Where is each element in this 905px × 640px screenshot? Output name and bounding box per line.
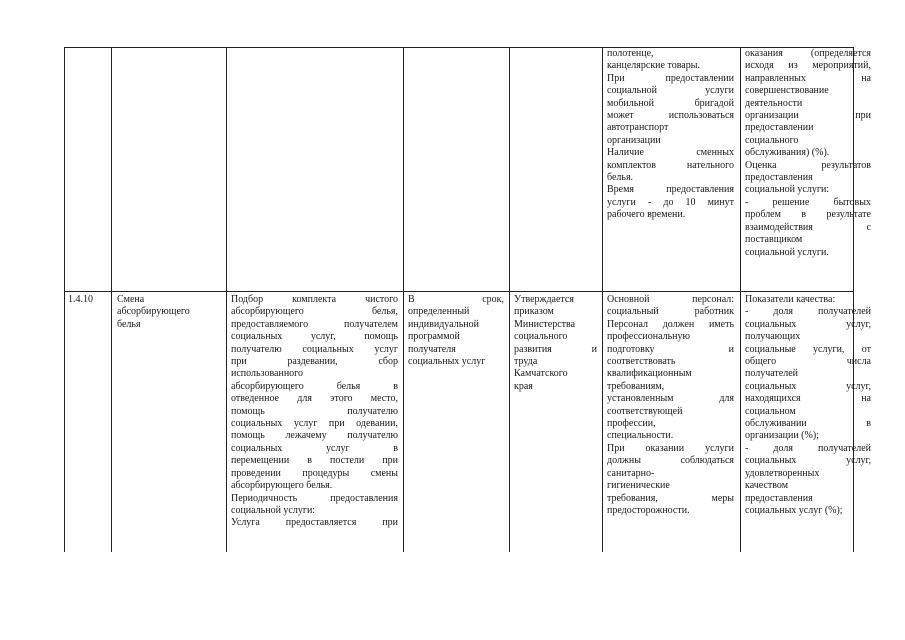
text-line: социальной услуги.: [745, 246, 829, 258]
tariff-approval-cell: [514, 294, 597, 393]
row-number-cell: [68, 294, 108, 306]
text-line: социальном: [745, 405, 796, 417]
text-line: При предоставлении: [607, 72, 734, 84]
text-line: социального: [514, 331, 568, 343]
column-divider: [740, 47, 741, 552]
text-line: - доля получателей: [745, 306, 871, 318]
text-line: гигиенические: [607, 480, 670, 492]
text-line: Смена: [117, 294, 145, 305]
text-line: помощь получателю: [231, 405, 398, 417]
table-left-border: [64, 47, 65, 552]
text-line: мобильной бригадой: [607, 97, 734, 109]
text-line: квалификационным: [607, 368, 692, 380]
column-divider: [509, 47, 510, 552]
text-line: услуги - до 10 минут: [607, 196, 734, 208]
text-line: обслуживания) (%).: [745, 147, 830, 159]
column-divider: [111, 47, 112, 552]
text-line: Персонал должен иметь: [607, 318, 734, 330]
text-line: При оказании услуги: [607, 442, 734, 454]
text-line: определенный: [408, 306, 470, 318]
text-line: социальных услуг, помощь: [231, 331, 398, 343]
text-line: подготовку и: [607, 343, 734, 355]
text-line: белья: [117, 318, 141, 330]
text-line: может использоваться: [607, 110, 734, 122]
text-line: предоставления: [745, 492, 813, 504]
text-line: - доля получателей: [745, 442, 871, 454]
text-line: - решение бытовых: [745, 196, 871, 208]
text-line: социальные услуги, от: [745, 343, 871, 355]
text-line: обслуживании в: [745, 418, 871, 430]
text-line: развития и: [514, 343, 597, 355]
top-row-quality-cell: [745, 48, 871, 259]
text-line: автотранспорт: [607, 122, 669, 134]
text-line: абсорбирующего белья в: [231, 380, 398, 392]
text-line: должны соблюдаться: [607, 455, 734, 467]
text-line: социальных услуг: [408, 356, 486, 368]
text-line: предоставления: [745, 172, 813, 184]
text-line: социальных услуг при одевании,: [231, 418, 398, 430]
text-line: отведенное для этого место,: [231, 393, 398, 405]
text-line: предосторожности.: [607, 504, 690, 516]
text-line: направленных на: [745, 72, 871, 84]
text-line: социальных услуг,: [745, 318, 871, 330]
service-conditions-cell: [607, 294, 734, 517]
text-line: предоставляемого получателем: [231, 318, 398, 330]
text-line: проведении процедуры смены: [231, 467, 398, 479]
text-line: получателей: [745, 368, 799, 380]
row-number: 1.4.10: [68, 294, 93, 305]
text-line: программой: [408, 331, 460, 343]
text-line: канцелярские товары.: [607, 60, 700, 72]
text-line: профессиональную: [607, 331, 690, 343]
text-line: удовлетворенных: [745, 467, 820, 479]
text-line: Министерства: [514, 318, 576, 330]
text-line: специальности.: [607, 430, 674, 442]
text-line: индивидуальной: [408, 318, 479, 330]
text-line: получателя: [408, 343, 456, 355]
text-line: социальной услуги: [607, 85, 734, 97]
text-line: Услуга предоставляется при: [231, 517, 398, 529]
text-line: помощь лежачему получателю: [231, 430, 398, 442]
text-line: общего числа: [745, 356, 871, 368]
text-line: Время предоставления: [607, 184, 734, 196]
text-line: Основной персонал:: [607, 294, 734, 305]
text-line: предоставлении: [745, 122, 814, 134]
text-line: абсорбирующего белья.: [231, 480, 333, 492]
text-line: организации: [607, 134, 661, 146]
text-line: социальной услуги:: [231, 504, 316, 516]
text-line: Оценка результатов: [745, 159, 871, 171]
text-line: получателю социальных услуг: [231, 343, 398, 355]
text-line: Камчатского: [514, 368, 568, 380]
text-line: социальный работник: [607, 306, 734, 318]
text-line: Наличие сменных: [607, 147, 734, 159]
text-line: социальных услуг (%);: [745, 504, 843, 516]
text-line: взаимодействия с: [745, 221, 871, 233]
text-line: труда: [514, 356, 538, 368]
quality-indicators-cell: [745, 294, 871, 517]
text-line: поставщиком: [745, 234, 803, 246]
column-divider: [226, 47, 227, 552]
text-line: санитарно-: [607, 467, 655, 479]
table-top-border: [64, 47, 854, 48]
text-line: перемещении в постели при: [231, 455, 398, 467]
text-line: организации (%);: [745, 430, 819, 442]
text-line: соответствовать: [607, 356, 676, 368]
text-line: получающих: [745, 331, 801, 343]
top-row-conditions-cell: [607, 48, 734, 222]
text-line: социальной услуги:: [745, 184, 830, 196]
text-line: требованиям,: [607, 380, 665, 392]
text-line: Утверждается: [514, 294, 574, 305]
column-divider: [403, 47, 404, 552]
text-line: соответствующей: [607, 405, 683, 417]
text-line: абсорбирующего белья,: [231, 306, 398, 318]
text-line: В срок,: [408, 294, 504, 305]
service-name-cell: [117, 294, 221, 331]
text-line: установленным для: [607, 393, 734, 405]
service-term-cell: [408, 294, 504, 368]
text-line: качеством: [745, 480, 789, 492]
text-line: деятельности: [745, 97, 803, 109]
text-line: Показатели качества:: [745, 294, 836, 305]
text-line: края: [514, 380, 533, 392]
text-line: исходя из мероприятий,: [745, 60, 871, 72]
text-line: Периодичность предоставления: [231, 492, 398, 504]
text-line: находящихся на: [745, 393, 871, 405]
text-line: абсорбирующего: [117, 306, 190, 318]
text-line: социальных услуг,: [745, 380, 871, 392]
row-separator: [64, 291, 854, 292]
text-line: организации при: [745, 110, 871, 122]
text-line: оказания (определяется: [745, 48, 871, 59]
text-line: совершенствование: [745, 85, 829, 97]
text-line: полотенце,: [607, 48, 654, 59]
text-line: белья.: [607, 172, 634, 184]
text-line: требования, меры: [607, 492, 734, 504]
column-divider: [602, 47, 603, 552]
text-line: рабочего времени.: [607, 209, 686, 221]
text-line: комплектов нательного: [607, 159, 734, 171]
text-line: социальных услуг,: [745, 455, 871, 467]
text-line: социальных услуг в: [231, 442, 398, 454]
text-line: проблем в результате: [745, 209, 871, 221]
text-line: использованного: [231, 368, 304, 380]
text-line: приказом: [514, 306, 554, 318]
text-line: социального: [745, 134, 799, 146]
text-line: Подбор комплекта чистого: [231, 294, 398, 305]
text-line: профессии,: [607, 418, 656, 430]
service-description-cell: [231, 294, 398, 530]
text-line: при раздевании, сбор: [231, 356, 398, 368]
